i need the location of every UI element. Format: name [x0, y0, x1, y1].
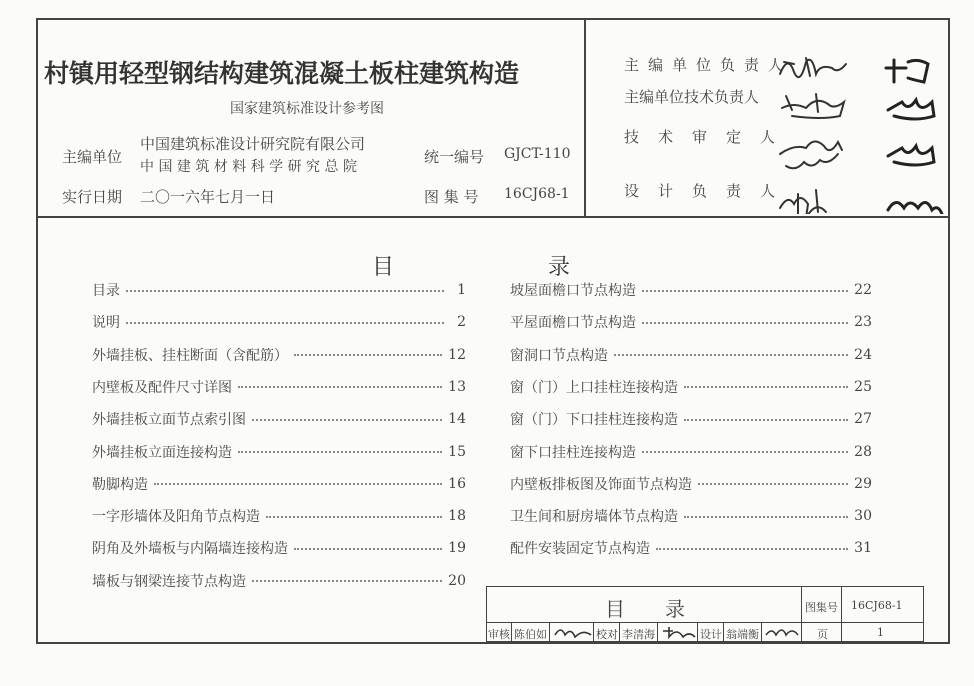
- toc-entry-text: 外墙挂板、挂柱断面（含配筋）: [92, 347, 288, 364]
- editor-line-1: 中国建筑标准设计研究院有限公司: [140, 135, 366, 153]
- toc-entry-text: 窗（门）下口挂柱连接构造: [510, 412, 678, 429]
- editor-label: 主编单位: [62, 148, 123, 166]
- toc-leader-dots: [266, 515, 442, 518]
- role-tech-reviewer: 技术审定人: [624, 128, 795, 146]
- role-chief-unit: 主编单位负责人: [624, 56, 793, 74]
- review-signature: [553, 625, 593, 639]
- toc-entry-page: 24: [854, 346, 872, 363]
- atlas-number-label: 图 集 号: [424, 188, 479, 206]
- role-tech-chief: 主编单位技术负责人: [624, 88, 760, 106]
- signatures-graphic: [776, 44, 946, 214]
- review-name: 陈伯如: [514, 628, 547, 641]
- toc-entry-text: 外墙挂板立面连接构造: [92, 444, 232, 461]
- toc-entry-page: 14: [448, 411, 466, 428]
- toc-leader-dots: [294, 353, 442, 356]
- toc-entry: [92, 442, 466, 462]
- toc-entry-text: 窗洞口节点构造: [510, 347, 608, 364]
- toc-entry-page: 27: [854, 411, 872, 428]
- toc-leader-dots: [126, 321, 444, 324]
- toc-leader-dots: [126, 289, 444, 292]
- toc-entry: [510, 345, 872, 365]
- design-name: 翁端衡: [726, 628, 759, 641]
- toc-entry-page: 19: [448, 540, 466, 557]
- toc-entry-page: 28: [854, 443, 872, 460]
- toc-entry: [92, 474, 466, 494]
- toc-entry: [92, 345, 466, 365]
- toc-entry-text: 勒脚构造: [92, 476, 148, 493]
- date-value: 二〇一六年七月一日: [140, 188, 276, 206]
- toc-entry-text: 坡屋面檐口节点构造: [510, 283, 636, 299]
- toc-title-right: 录: [548, 255, 571, 280]
- toc-leader-dots: [642, 289, 848, 292]
- design-label: 设计: [700, 628, 722, 641]
- toc-entry-page: 2: [457, 314, 466, 331]
- atlas-title: 村镇用轻型钢结构建筑混凝土板柱建筑构造: [44, 59, 520, 88]
- toc-entry-text: 内壁板排板图及饰面节点构造: [510, 476, 692, 493]
- toc-entry: [92, 506, 466, 526]
- toc-entry: [92, 571, 466, 591]
- toc-entry-text: 外墙挂板立面节点索引图: [92, 412, 246, 429]
- toc-entry: [510, 280, 872, 300]
- title-block-atlas-label: 图集号: [805, 601, 838, 614]
- toc-entry-text: 窗（门）上口挂柱连接构造: [510, 379, 678, 396]
- header-block: [38, 20, 948, 218]
- toc-leader-dots: [614, 353, 848, 356]
- toc-leader-dots: [642, 450, 848, 453]
- page-label: 页: [817, 628, 828, 641]
- toc-entry-page: 23: [854, 314, 872, 331]
- check-label: 校对: [596, 628, 618, 641]
- toc-entry: [92, 538, 466, 558]
- toc-leader-dots: [698, 482, 848, 485]
- toc-entry-page: 15: [448, 443, 466, 460]
- toc-leader-dots: [656, 547, 848, 550]
- title-block: [486, 586, 924, 642]
- toc-entry-text: 窗下口挂柱连接构造: [510, 444, 636, 461]
- role-design-lead: 设计负责人: [624, 182, 795, 200]
- atlas-number-value: 16CJ68-1: [504, 186, 570, 202]
- design-signature: [764, 625, 800, 639]
- toc-entry-page: 30: [854, 508, 872, 525]
- code-label: 统一编号: [424, 148, 485, 166]
- toc-entry-page: 1: [457, 282, 466, 298]
- toc-title-left: 目: [372, 255, 395, 280]
- toc-entry-text: 一字形墙体及阳角节点构造: [92, 509, 260, 526]
- toc-leader-dots: [238, 450, 442, 453]
- toc-leader-dots: [294, 547, 442, 550]
- toc-entry-page: 31: [854, 540, 872, 557]
- toc-entry-page: 20: [448, 572, 466, 589]
- toc-entry-page: 25: [854, 378, 872, 395]
- toc-entry: [510, 538, 872, 558]
- toc-entry-text: 阴角及外墙板与内隔墙连接构造: [92, 541, 288, 558]
- toc-leader-dots: [154, 482, 442, 485]
- check-signature: [661, 625, 697, 639]
- toc-entry: [92, 377, 466, 397]
- date-label: 实行日期: [62, 188, 123, 206]
- toc-entry-text: 内壁板及配件尺寸详图: [92, 379, 232, 396]
- atlas-subtitle: 国家建筑标准设计参考图: [230, 101, 384, 117]
- toc-entry: [510, 442, 872, 462]
- toc-entry-page: 18: [448, 508, 466, 525]
- toc-entry-page: 13: [448, 378, 466, 395]
- toc-leader-dots: [252, 579, 442, 582]
- toc-leader-dots: [238, 385, 442, 388]
- title-block-atlas-value: 16CJ68-1: [851, 599, 903, 612]
- toc-entry: [510, 409, 872, 429]
- toc-entry-text: 配件安装固定节点构造: [510, 541, 650, 558]
- check-name: 李清海: [622, 628, 655, 641]
- toc-entry-text: 平屋面檐口节点构造: [510, 315, 636, 332]
- toc-entry-page: 16: [448, 475, 466, 492]
- review-label: 审核: [488, 628, 510, 641]
- toc-entry-text: 卫生间和厨房墙体节点构造: [510, 509, 678, 526]
- toc-entry-page: 12: [448, 346, 466, 363]
- toc-entry: [510, 506, 872, 526]
- toc-leader-dots: [684, 418, 848, 421]
- page-value: 1: [877, 626, 884, 639]
- title-block-name-right: 录: [665, 597, 685, 621]
- toc-entry-page: 22: [854, 282, 872, 298]
- toc-entry: [92, 280, 466, 300]
- toc-entry: [510, 377, 872, 397]
- header-divider: [584, 20, 586, 216]
- toc-entry: [510, 312, 872, 332]
- drawing-frame: [36, 18, 950, 644]
- toc-leader-dots: [252, 418, 442, 421]
- toc-leader-dots: [684, 385, 848, 388]
- code-value: GJCT-110: [504, 146, 571, 162]
- toc-leader-dots: [642, 321, 848, 324]
- editor-line-2: 中 国 建 筑 材 料 科 学 研 究 总 院: [140, 159, 357, 175]
- toc-entry: [92, 409, 466, 429]
- toc-entry: [510, 474, 872, 494]
- toc-entry-text: 墙板与钢梁连接节点构造: [92, 573, 246, 590]
- toc-entry: [92, 312, 466, 332]
- toc-entry-text: 目录: [92, 283, 120, 299]
- toc-leader-dots: [684, 515, 848, 518]
- toc-entry-page: 29: [854, 475, 872, 492]
- title-block-name-left: 目: [605, 597, 625, 621]
- toc-entry-text: 说明: [92, 315, 120, 332]
